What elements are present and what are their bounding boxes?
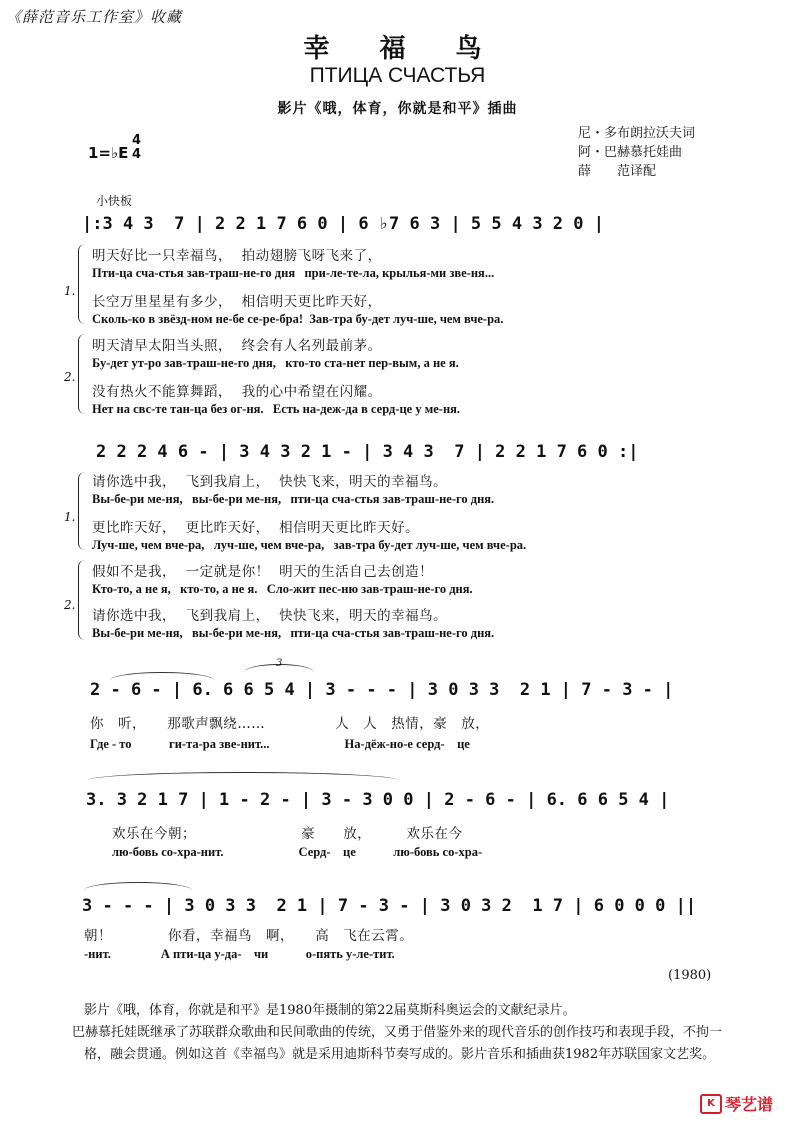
tempo-marking: 小快板 [96, 194, 133, 208]
system5-notes: 3 - - - | 3 0 3 3 2 1 | 7 - 3 - | 3 0 3 2 1 7 | 6 0 0 0 || [82, 896, 697, 916]
time-top: 4 [132, 133, 142, 148]
system1-verse2-chinese: 明天清早太阳当头照， 终会有人名列最前茅。 [92, 338, 382, 354]
system2-verse1-chinese: 请你选中我， 飞到我肩上， 快快飞来，明天的幸福鸟。 [92, 474, 448, 490]
verse1-brace-2 [78, 472, 85, 550]
system1-verse2b-russian: Нет на свс-те тан-ца без ог-ня. Есть на-деж-да в серд-це у ме-ня. [92, 402, 461, 416]
site-logo [700, 1092, 773, 1115]
credits [578, 124, 695, 181]
system4-notes: 3. 3 2 1 7 | 1 - 2 - | 3 - 3 0 0 | 2 - 6 - | 6. 6 6 5 4 | [86, 790, 670, 810]
verse1-brace [78, 244, 85, 324]
system2-verse2b-chinese: 请你选中我， 飞到我肩上， 快快飞来，明天的幸福鸟。 [92, 608, 448, 624]
system4-chinese: 欢乐在今朝； 豪 放， 欢乐在今 [112, 826, 463, 842]
translator-credit: 薛 范译配 [578, 164, 657, 179]
verse2-brace-2 [78, 560, 85, 640]
system1-verse2-russian: Бу-дет ут-ро зав-траш-не-го дня, кто-то ста-нет пер-вым, а не я. [92, 356, 459, 370]
collection-label: 《薛范音乐工作室》收藏 [6, 8, 183, 26]
logo-icon: K [700, 1094, 722, 1114]
phrase-slur [88, 772, 398, 781]
tie-slur-2 [84, 882, 192, 891]
system1-verse1b-chinese: 长空万里星星有多少， 相信明天更比昨天好， [92, 294, 382, 310]
lyricist-credit: 尼・多布朗拉沃夫词 [578, 126, 696, 141]
footnote [72, 1000, 724, 1066]
system2-verse2-chinese: 假如不是我， 一定就是你！ 明天的生活自己去创造！ [92, 564, 434, 580]
year: (1980) [668, 968, 712, 983]
system2-verse2-russian: Кто-то, а не я, кто-то, а не я. Сло-жит пес-ню зав-траш-не-го дня. [92, 582, 473, 596]
time-signature [132, 134, 141, 162]
system4-russian: лю-бовь со-хра-нит. Серд- це лю-бовь со-хра- [112, 845, 483, 859]
verse-number-2-b: 2. [64, 598, 76, 612]
system1-verse1-chinese: 明天好比一只幸福鸟， 拍动翅膀飞呀飞来了， [92, 248, 382, 264]
logo-text: 琴艺谱 [725, 1095, 774, 1114]
system3-notes: 2 - 6 - | 6. 6 6 5 4 | 3 - - - | 3 0 3 3 2 1 | 7 - 3 - | [90, 680, 674, 700]
system2-verse1b-russian: Луч-ше, чем вче-ра, луч-ше, чем вче-ра, зав-тра бу-дет луч-ше, чем вче-ра. [92, 538, 527, 552]
triplet-number: 3 [276, 658, 283, 669]
system1-verse2b-chinese: 没有热火不能算舞蹈， 我的心中希望在闪耀。 [92, 384, 382, 400]
system2-verse2b-russian: Вы-бе-ри ме-ня, вы-бе-ри ме-ня, пти-ца сча-стья зав-траш-не-го дня. [92, 626, 495, 640]
key-signature: 1=♭E [88, 144, 129, 162]
song-title-chinese: 幸福鸟 [303, 34, 532, 64]
verse-number-2: 2. [64, 370, 76, 384]
system5-russian: -нит. А пти-ца у-да- чи о-пять у-ле-тит. [84, 947, 395, 961]
system2-notes: 2 2 2 4 6 - | 3 4 3 2 1 - | 3 4 3 7 | 2 2 1 7 6 0 :| [96, 442, 639, 462]
footnote-paragraph-1: 影片《哦，体育，你就是和平》是1980年摄制的第22届莫斯科奥运会的文献纪录片。 [84, 1003, 576, 1018]
system2-verse1b-chinese: 更比昨天好， 更比昨天好， 相信明天更比昨天好。 [92, 520, 420, 536]
verse2-brace [78, 334, 85, 414]
verse-number-1: 1. [64, 284, 76, 298]
system3-chinese: 你 听， 那歌声飘绕…… 人 人 热情，豪 放， [90, 716, 490, 732]
composer-credit: 阿・巴赫慕托娃曲 [578, 145, 683, 160]
footnote-paragraph-2: 巴赫慕托娃既继承了苏联群众歌曲和民间歌曲的传统，又勇于借鉴外来的现代音乐的创作技巧和表现手段，不拘一格，融会贯通。例如这首《幸福鸟》就是采用迪斯科节奏写成的。影片音乐和插曲获1982年苏联国家文艺奖。 [72, 1025, 723, 1062]
system2-verse1-russian: Вы-бе-ри ме-ня, вы-бе-ри ме-ня, пти-ца сча-стья зав-траш-не-го дня. [92, 492, 495, 506]
system1-verse1b-russian: Сколь-ко в звёзд-ном не-бе се-ре-бра! Зав-тра бу-дет луч-ше, чем вче-ра. [92, 312, 504, 326]
system5-chinese: 朝！ 你看，幸福鸟 啊， 高 飞在云霄。 [84, 928, 414, 944]
system1-notes: |:3 4 3 7 | 2 2 1 7 6 0 | 6 ♭7 6 3 | 5 5 4 3 2 0 | [82, 214, 604, 234]
system1-verse1-russian: Пти-ца сча-стья зав-траш-не-го дня при-ле-те-ла, крылья-ми зве-ня... [92, 266, 495, 280]
verse-number-1-b: 1. [64, 510, 76, 524]
subtitle: 影片《哦，体育，你就是和平》插曲 [277, 101, 518, 117]
time-bottom: 4 [132, 147, 142, 162]
system3-russian: Где - то ги-та-ра зве-нит... На-дёж-но-е серд- це [90, 737, 470, 751]
song-title-russian: ПТИЦА СЧАСТЬЯ [309, 64, 486, 87]
